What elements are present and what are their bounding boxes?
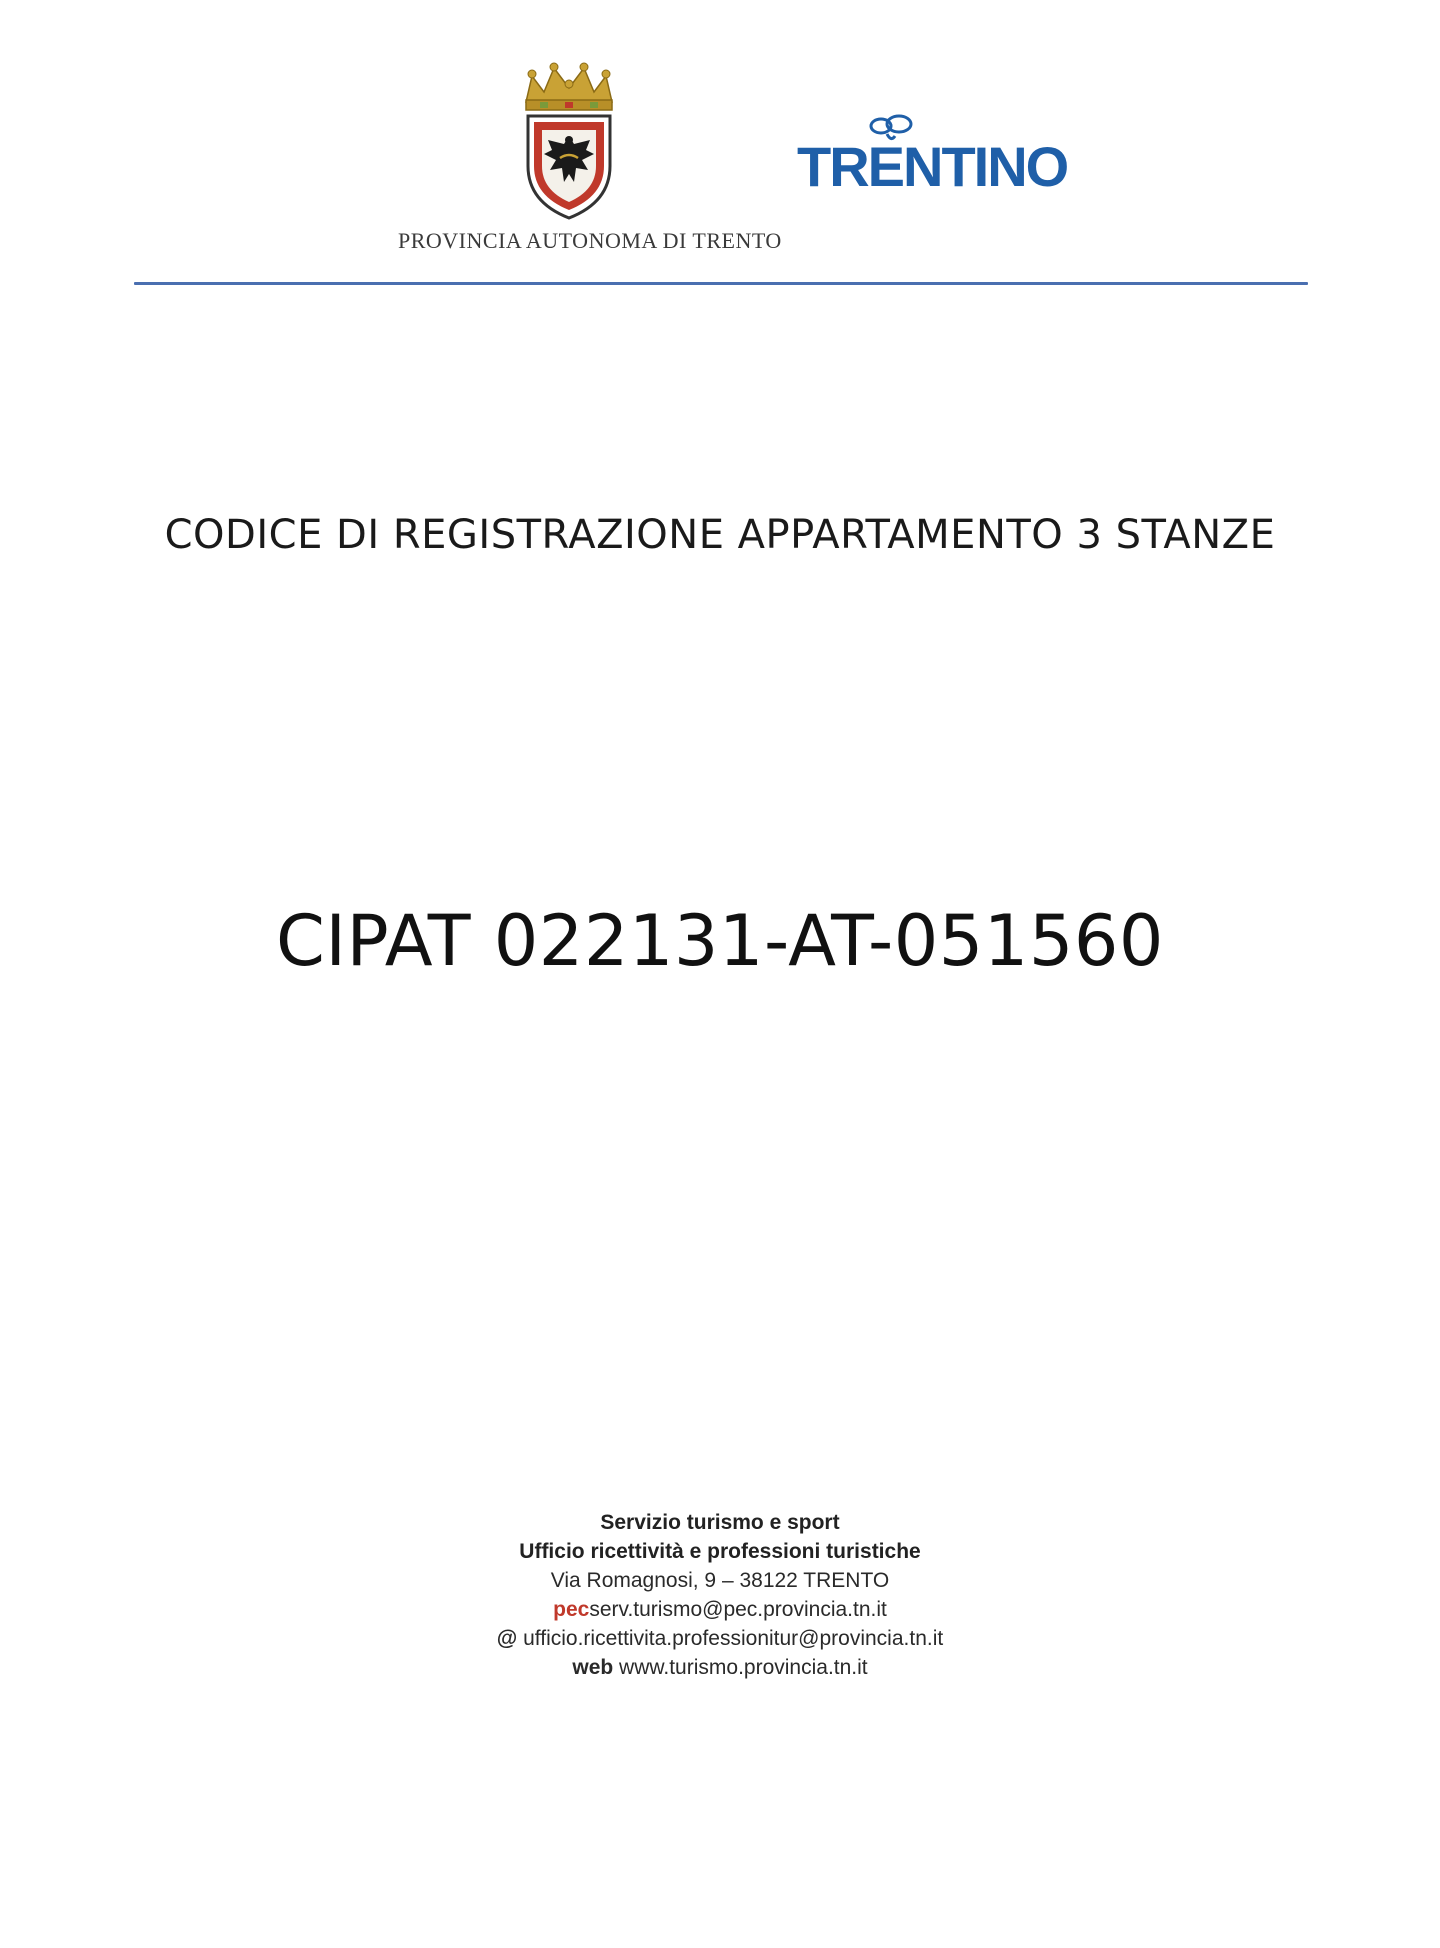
email-address-link[interactable]: ufficio.ricettivita.professionitur@provincia.tn.it: [523, 1627, 944, 1650]
footer-email-line: [0, 1624, 1440, 1653]
trentino-logo: [795, 112, 1068, 202]
province-name-label: PROVINCIA AUTONOMA DI TRENTO: [398, 228, 782, 253]
website-link[interactable]: www.turismo.provincia.tn.it: [619, 1656, 868, 1679]
pec-prefix: pec: [553, 1598, 590, 1621]
crown-icon: [526, 63, 612, 110]
footer-service: Servizio turismo e sport: [600, 1511, 840, 1534]
header-divider: [134, 282, 1308, 285]
footer-pec-line: [0, 1595, 1440, 1624]
footer-office: Ufficio ricettività e professioni turistiche: [519, 1540, 921, 1563]
svg-text:TRENTINO: TRENTINO: [797, 135, 1068, 198]
footer-address: Via Romagnosi, 9 – 38122 TRENTO: [550, 1569, 890, 1592]
registration-code: CIPAT 022131-AT-051560: [276, 900, 1164, 982]
shield-icon: [528, 116, 610, 218]
letterhead: [0, 0, 1440, 300]
email-prefix-icon: @: [496, 1627, 518, 1650]
document-title: CODICE DI REGISTRAZIONE APPARTAMENTO 3 STANZE: [164, 512, 1276, 558]
web-prefix: web: [572, 1656, 614, 1679]
coat-of-arms-logo: [518, 62, 620, 222]
pec-address-link[interactable]: serv.turismo@pec.provincia.tn.it: [589, 1598, 887, 1621]
footer-contact-block: [0, 1508, 1440, 1682]
footer-web-line: [0, 1653, 1440, 1682]
